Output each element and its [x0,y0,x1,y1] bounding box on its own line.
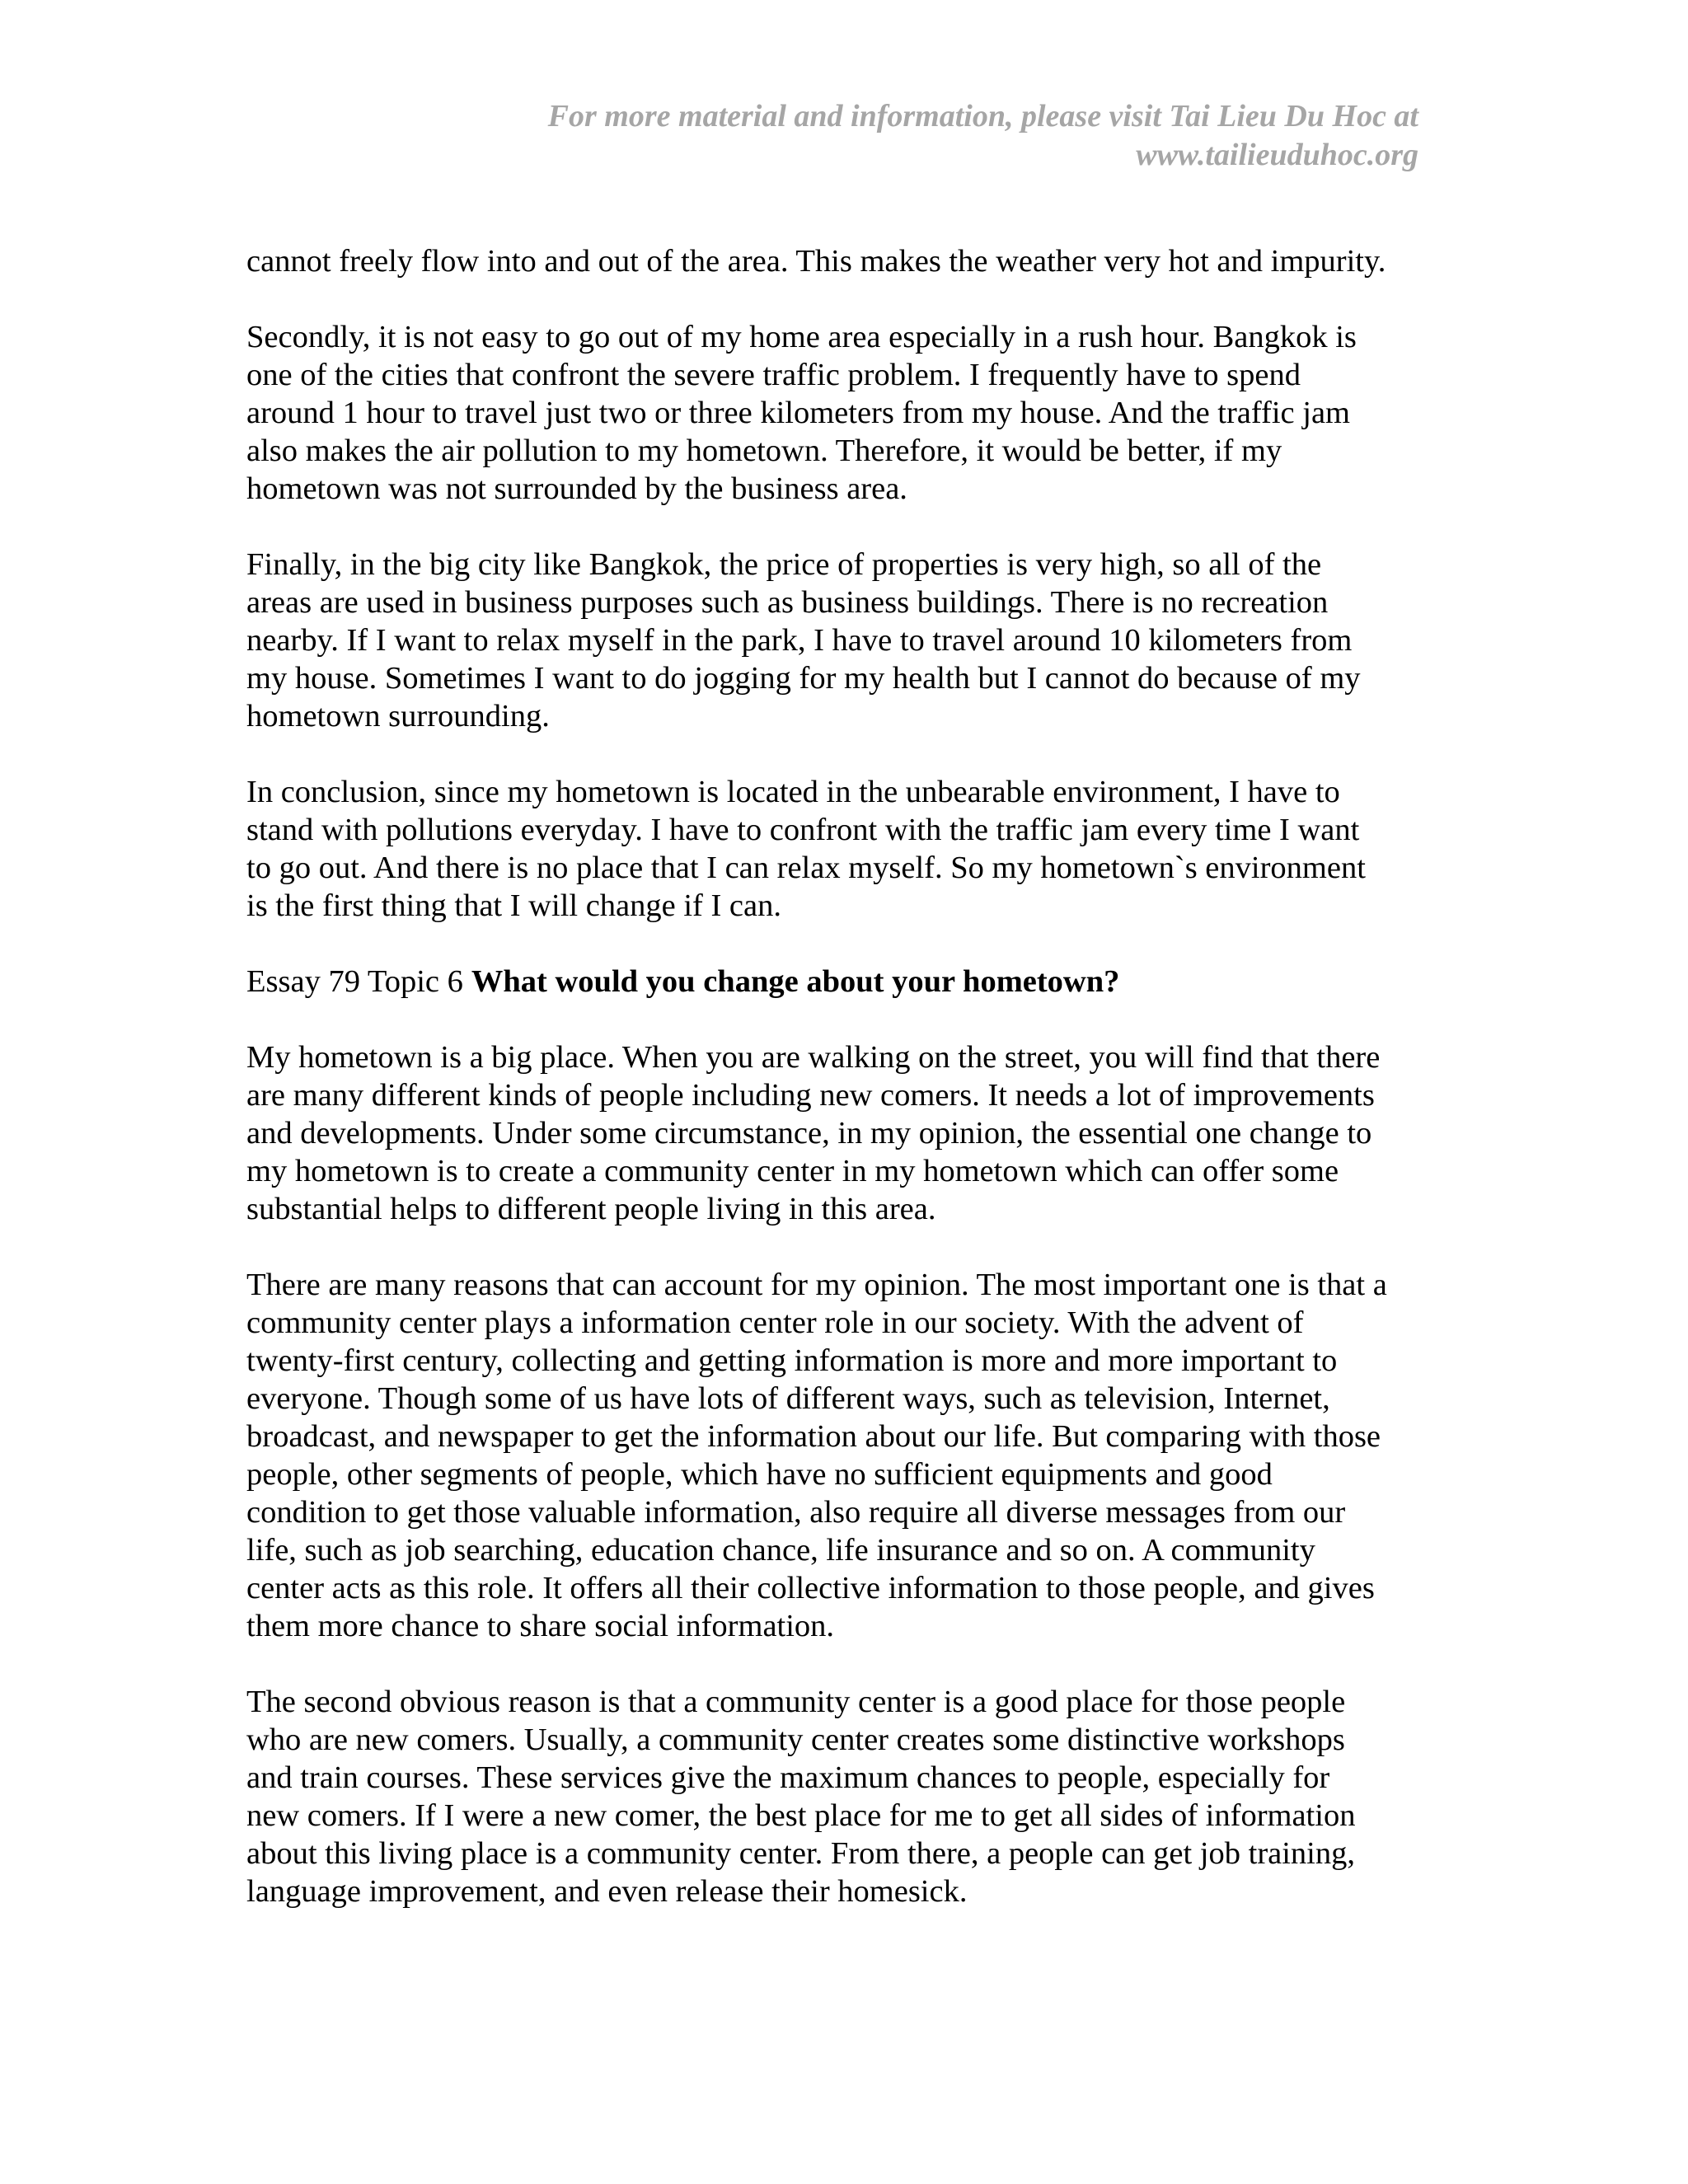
paragraph [246,1038,1450,1228]
paragraph-line: cannot freely flow into and out of the area. This makes the weather very hot and impurity. [246,244,1386,279]
header-line-1: For more material and information, please visit Tai Lieu Du Hoc at [547,99,1418,134]
essay-question: What would you change about your hometown? [471,964,1120,999]
paragraph-line: my house. Sometimes I want to do jogging for my health but I cannot do because of my [246,661,1361,696]
paragraph-line: twenty-first century, collecting and getting information is more and more important to [246,1343,1338,1378]
paragraph [246,546,1450,735]
paragraph-line: stand with pollutions everyday. I have to confront with the traffic jam every time I want [246,813,1360,847]
paragraph-line: new comers. If I were a new comer, the best place for me to get all sides of information [246,1798,1356,1833]
paragraph [246,773,1450,925]
paragraph-line: them more chance to share social information. [246,1609,835,1643]
paragraph-line: who are new comers. Usually, a community center creates some distinctive workshops [246,1722,1345,1757]
paragraph-line: around 1 hour to travel just two or three kilometers from my house. And the traffic jam [246,396,1350,430]
paragraph-line: language improvement, and even release their homesick. [246,1874,968,1909]
paragraph [246,1683,1450,1910]
paragraph-line: everyone. Though some of us have lots of different ways, such as television, Internet, [246,1381,1330,1416]
header-website-link[interactable]: www.tailieuduhoc.org [1136,138,1418,172]
paragraphs-before-heading [246,242,1450,925]
paragraphs-after-heading [246,1038,1450,1910]
paragraph-line: nearby. If I want to relax myself in the park, I have to travel around 10 kilometers from [246,623,1353,658]
paragraph [246,1266,1450,1645]
paragraph-line: hometown surrounding. [246,699,550,733]
paragraph-line: community center plays a information center role in our society. With the advent of [246,1305,1304,1340]
paragraph-line: There are many reasons that can account for my opinion. The most important one is that a [246,1268,1387,1302]
paragraph [246,318,1450,508]
paragraph-line: about this living place is a community center. From there, a people can get job training, [246,1836,1355,1871]
paragraph-line: In conclusion, since my hometown is located in the unbearable environment, I have to [246,775,1340,809]
paragraph-line: substantial helps to different people living in this area. [246,1192,936,1226]
paragraph-line: and train courses. These services give the maximum chances to people, especially for [246,1760,1330,1795]
paragraph-line: hometown was not surrounded by the business area. [246,471,907,506]
paragraph-line: is the first thing that I will change if I can. [246,888,781,923]
paragraph-line: Secondly, it is not easy to go out of my home area especially in a rush hour. Bangkok is [246,320,1357,354]
paragraph-line: life, such as job searching, education chance, life insurance and so on. A community [246,1533,1315,1568]
paragraph-line: to go out. And there is no place that I can relax myself. So my hometown`s environment [246,851,1366,885]
paragraph-line: Finally, in the big city like Bangkok, the price of properties is very high, so all of the [246,547,1322,582]
paragraph-line: center acts as this role. It offers all their collective information to those people, and gives [246,1571,1375,1605]
essay-label: Essay 79 Topic 6 [246,964,463,999]
paragraph-line: my hometown is to create a community center in my hometown which can offer some [246,1154,1339,1188]
paragraph-line: The second obvious reason is that a community center is a good place for those people [246,1685,1346,1719]
essay-heading [246,963,1450,1001]
page-header [429,97,1418,175]
paragraph-line: and developments. Under some circumstance, in my opinion, the essential one change to [246,1116,1372,1151]
paragraph [246,242,1450,280]
document-body [246,242,1450,1948]
paragraph-line: are many different kinds of people including new comers. It needs a lot of improvements [246,1078,1375,1113]
paragraph-line: also makes the air pollution to my hometown. Therefore, it would be better, if my [246,434,1282,468]
paragraph-line: broadcast, and newspaper to get the information about our life. But comparing with those [246,1419,1381,1454]
paragraph-line: people, other segments of people, which have no sufficient equipments and good [246,1457,1273,1492]
paragraph-line: condition to get those valuable information, also require all diverse messages from our [246,1495,1346,1530]
paragraph-line: areas are used in business purposes such as business buildings. There is no recreation [246,585,1329,620]
paragraph-line: one of the cities that confront the severe traffic problem. I frequently have to spend [246,358,1301,392]
paragraph-line: My hometown is a big place. When you are walking on the street, you will find that there [246,1040,1381,1075]
